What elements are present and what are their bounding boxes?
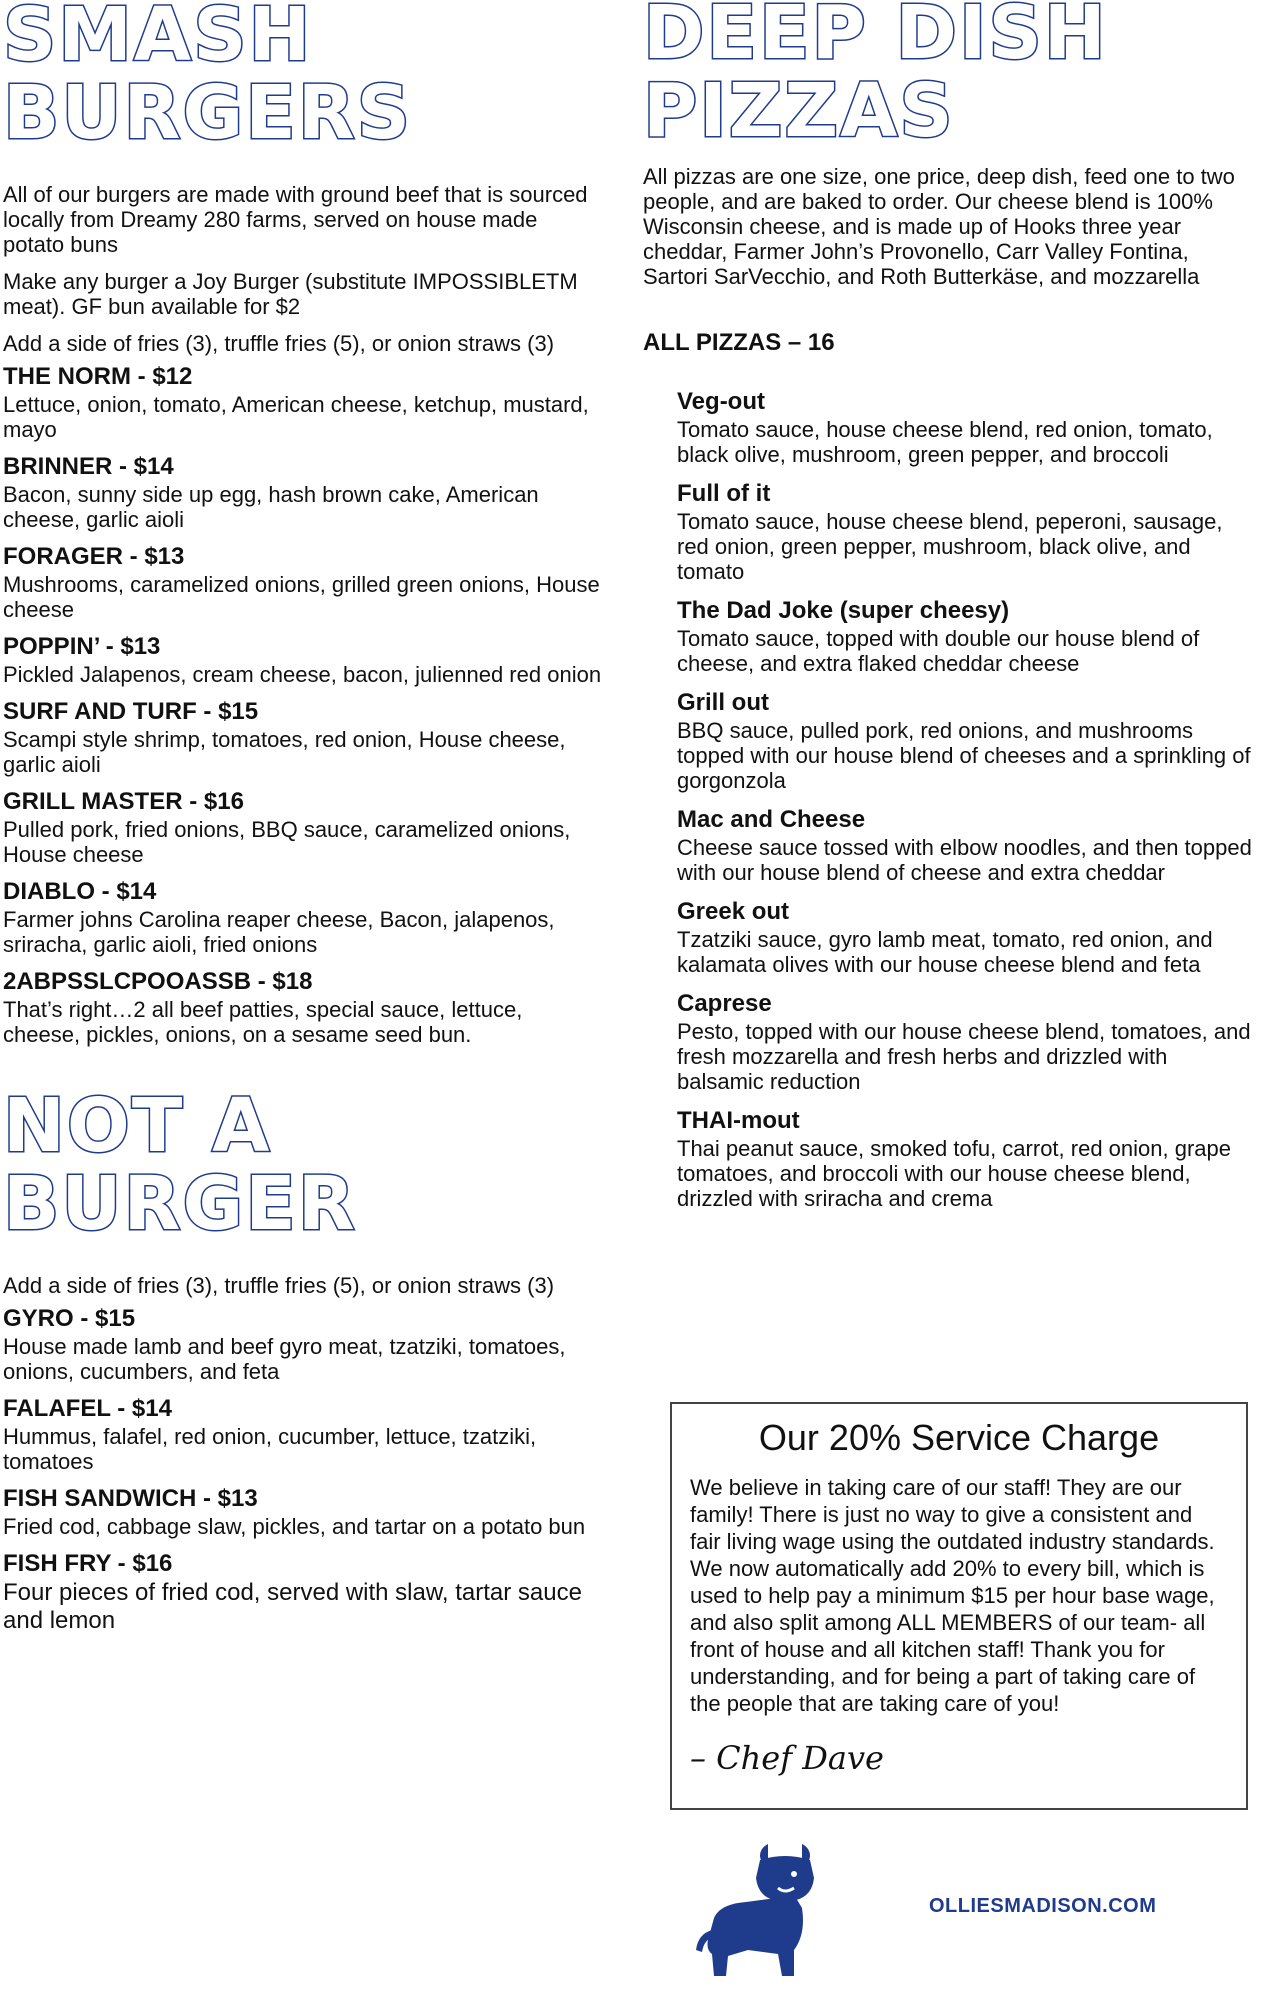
item-description: Farmer johns Carolina reaper cheese, Bacon, jalapenos, sriracha, garlic aioli, fried onions xyxy=(3,907,555,957)
item-description: Thai peanut sauce, smoked tofu, carrot, red onion, grape tomatoes, and broccoli with our house cheese blend, drizzled with sriracha and crema xyxy=(677,1136,1231,1211)
item-description: Tzatziki sauce, gyro lamb meat, tomato, red onion, and kalamata olives with our house cheese blend and feta xyxy=(677,927,1213,977)
item-name: THAI-mout xyxy=(677,1107,800,1134)
not-burger-list xyxy=(3,1304,603,1635)
left-column xyxy=(3,0,603,1645)
item-name: DIABLO - $14 xyxy=(3,878,157,905)
service-charge-box xyxy=(670,1402,1248,1810)
item-description: Tomato sauce, house cheese blend, peperoni, sausage, red onion, green pepper, mushroom, black olive, and tomato xyxy=(677,509,1223,584)
item-description: Fried cod, cabbage slaw, pickles, and tartar on a potato bun xyxy=(3,1514,586,1539)
item-description: Four pieces of fried cod, served with slaw, tartar sauce and lemon xyxy=(3,1579,582,1634)
item-description: Pesto, topped with our house cheese blend, tomatoes, and fresh mozzarella and fresh herbs and drizzled with balsamic reduction xyxy=(677,1019,1251,1094)
smash-burger-list xyxy=(3,362,603,1047)
item-name: THE NORM - $12 xyxy=(3,363,193,390)
item-name: Greek out xyxy=(677,898,790,925)
item-description: Tomato sauce, house cheese blend, red onion, tomato, black olive, mushroom, green pepper, and broccoli xyxy=(677,417,1213,467)
not-burger-title-line-2: BURGER xyxy=(3,1161,357,1247)
item-description: Lettuce, onion, tomato, American cheese, ketchup, mustard, mayo xyxy=(3,392,589,442)
item-description: Tomato sauce, topped with double our house blend of cheese, and extra flaked cheddar cheese xyxy=(677,626,1200,676)
pizza-intro xyxy=(643,164,1253,289)
menu-item xyxy=(3,1549,603,1635)
menu-item xyxy=(677,805,1253,885)
item-name: POPPIN’ - $13 xyxy=(3,633,161,660)
pizza-title-line-2: PIZZAS xyxy=(643,68,955,154)
item-name: FISH SANDWICH - $13 xyxy=(3,1485,258,1512)
item-name: FORAGER - $13 xyxy=(3,543,185,570)
item-name: The Dad Joke (super cheesy) xyxy=(677,597,1010,624)
menu-item xyxy=(3,697,603,777)
item-name: FISH FRY - $16 xyxy=(3,1550,173,1577)
smash-intro-sides: Add a side of fries (3), truffle fries (5), or onion straws (3) xyxy=(3,331,555,356)
not-a-burger-title xyxy=(3,1083,603,1247)
deep-dish-pizzas-title xyxy=(643,0,1253,154)
website-link[interactable]: OLLIESMADISON.COM xyxy=(929,1895,1157,1917)
item-name: Full of it xyxy=(677,480,771,507)
menu-item xyxy=(677,1106,1253,1211)
item-name: 2ABPSSLCPOOASSB - $18 xyxy=(3,968,313,995)
menu-item xyxy=(3,1484,603,1539)
smash-intro xyxy=(3,182,603,356)
item-description: House made lamb and beef gyro meat, tzatziki, tomatoes, onions, cucumbers, and feta xyxy=(3,1334,566,1384)
menu-item xyxy=(3,542,603,622)
smash-intro-sourcing: All of our burgers are made with ground beef that is sourced locally from Dreamy 280 farms, served on house made potato buns xyxy=(3,182,588,257)
smash-intro-joy-burger: Make any burger a Joy Burger (substitute IMPOSSIBLETM meat). GF bun available for $2 xyxy=(3,269,578,319)
menu-item xyxy=(3,967,603,1047)
item-description: BBQ sauce, pulled pork, red onions, and mushrooms topped with our house blend of cheeses and a sprinkling of gorgonzola xyxy=(677,718,1251,793)
item-description: Hummus, falafel, red onion, cucumber, lettuce, tzatziki, tomatoes xyxy=(3,1424,537,1474)
menu-item xyxy=(3,877,603,957)
smash-burgers-title xyxy=(3,0,603,156)
menu-item xyxy=(3,1304,603,1384)
menu-item xyxy=(677,688,1253,793)
menu-item xyxy=(3,632,603,687)
pizza-list xyxy=(643,387,1253,1211)
smash-title-line-1: SMASH xyxy=(3,0,313,78)
menu-item xyxy=(677,387,1253,467)
item-description: That’s right…2 all beef patties, special sauce, lettuce, cheese, pickles, onions, on a sesame seed bun. xyxy=(3,997,523,1047)
pizza-title-line-1: DEEP DISH xyxy=(643,0,1108,76)
service-charge-body: We believe in taking care of our staff! They are our family! There is just no way to give a consistent and fair living wage using the outdated industry standards. We now automatically add 20% to every bill, which is used to help pay a minimum $15 per hour base wage, and also split among ALL MEMBERS of our team- all front of house and all kitchen staff! Thank you for understanding, and for being a part of taking care of the people that are taking care of you! xyxy=(690,1475,1215,1716)
not-burger-title-line-1: NOT A xyxy=(3,1083,272,1169)
item-description: Bacon, sunny side up egg, hash brown cake, American cheese, garlic aioli xyxy=(3,482,539,532)
right-column xyxy=(643,0,1253,1223)
item-description: Pulled pork, fried onions, BBQ sauce, caramelized onions, House cheese xyxy=(3,817,571,867)
not-burger-intro xyxy=(3,1273,603,1298)
item-name: GRILL MASTER - $16 xyxy=(3,788,244,815)
item-name: Mac and Cheese xyxy=(677,806,866,833)
pizza-intro-text: All pizzas are one size, one price, deep dish, feed one to two people, and are baked to order. Our cheese blend is 100% Wisconsin cheese, and is made up of Hooks three year cheddar, Farmer John’s Provonello, Carr Valley Fontina, Sartori SarVecchio, and Roth Butterkäse, and mozzarella xyxy=(643,164,1235,289)
item-name: GYRO - $15 xyxy=(3,1305,136,1332)
bull-icon xyxy=(690,1838,840,1978)
menu-item xyxy=(3,1394,603,1474)
item-name: Caprese xyxy=(677,990,772,1017)
menu-item xyxy=(677,897,1253,977)
menu-item xyxy=(3,362,603,442)
menu-item xyxy=(677,596,1253,676)
all-pizzas-price: ALL PIZZAS – 16 xyxy=(643,329,835,356)
item-description: Scampi style shrimp, tomatoes, red onion, House cheese, garlic aioli xyxy=(3,727,566,777)
item-name: BRINNER - $14 xyxy=(3,453,174,480)
menu-item xyxy=(3,787,603,867)
smash-title-line-2: BURGERS xyxy=(3,70,413,156)
item-name: FALAFEL - $14 xyxy=(3,1395,172,1422)
item-name: SURF AND TURF - $15 xyxy=(3,698,259,725)
item-description: Mushrooms, caramelized onions, grilled green onions, House cheese xyxy=(3,572,600,622)
item-name: Veg-out xyxy=(677,388,765,415)
item-name: Grill out xyxy=(677,689,769,716)
menu-item xyxy=(677,479,1253,584)
chef-signature: – Chef Dave xyxy=(690,1739,884,1777)
service-charge-title: Our 20% Service Charge xyxy=(758,1417,1160,1458)
item-description: Pickled Jalapenos, cream cheese, bacon, julienned red onion xyxy=(3,662,602,687)
menu-item xyxy=(3,452,603,532)
menu-item xyxy=(677,989,1253,1094)
not-burger-intro-sides: Add a side of fries (3), truffle fries (5), or onion straws (3) xyxy=(3,1273,555,1298)
item-description: Cheese sauce tossed with elbow noodles, and then topped with our house blend of cheese and extra cheddar xyxy=(677,835,1252,885)
